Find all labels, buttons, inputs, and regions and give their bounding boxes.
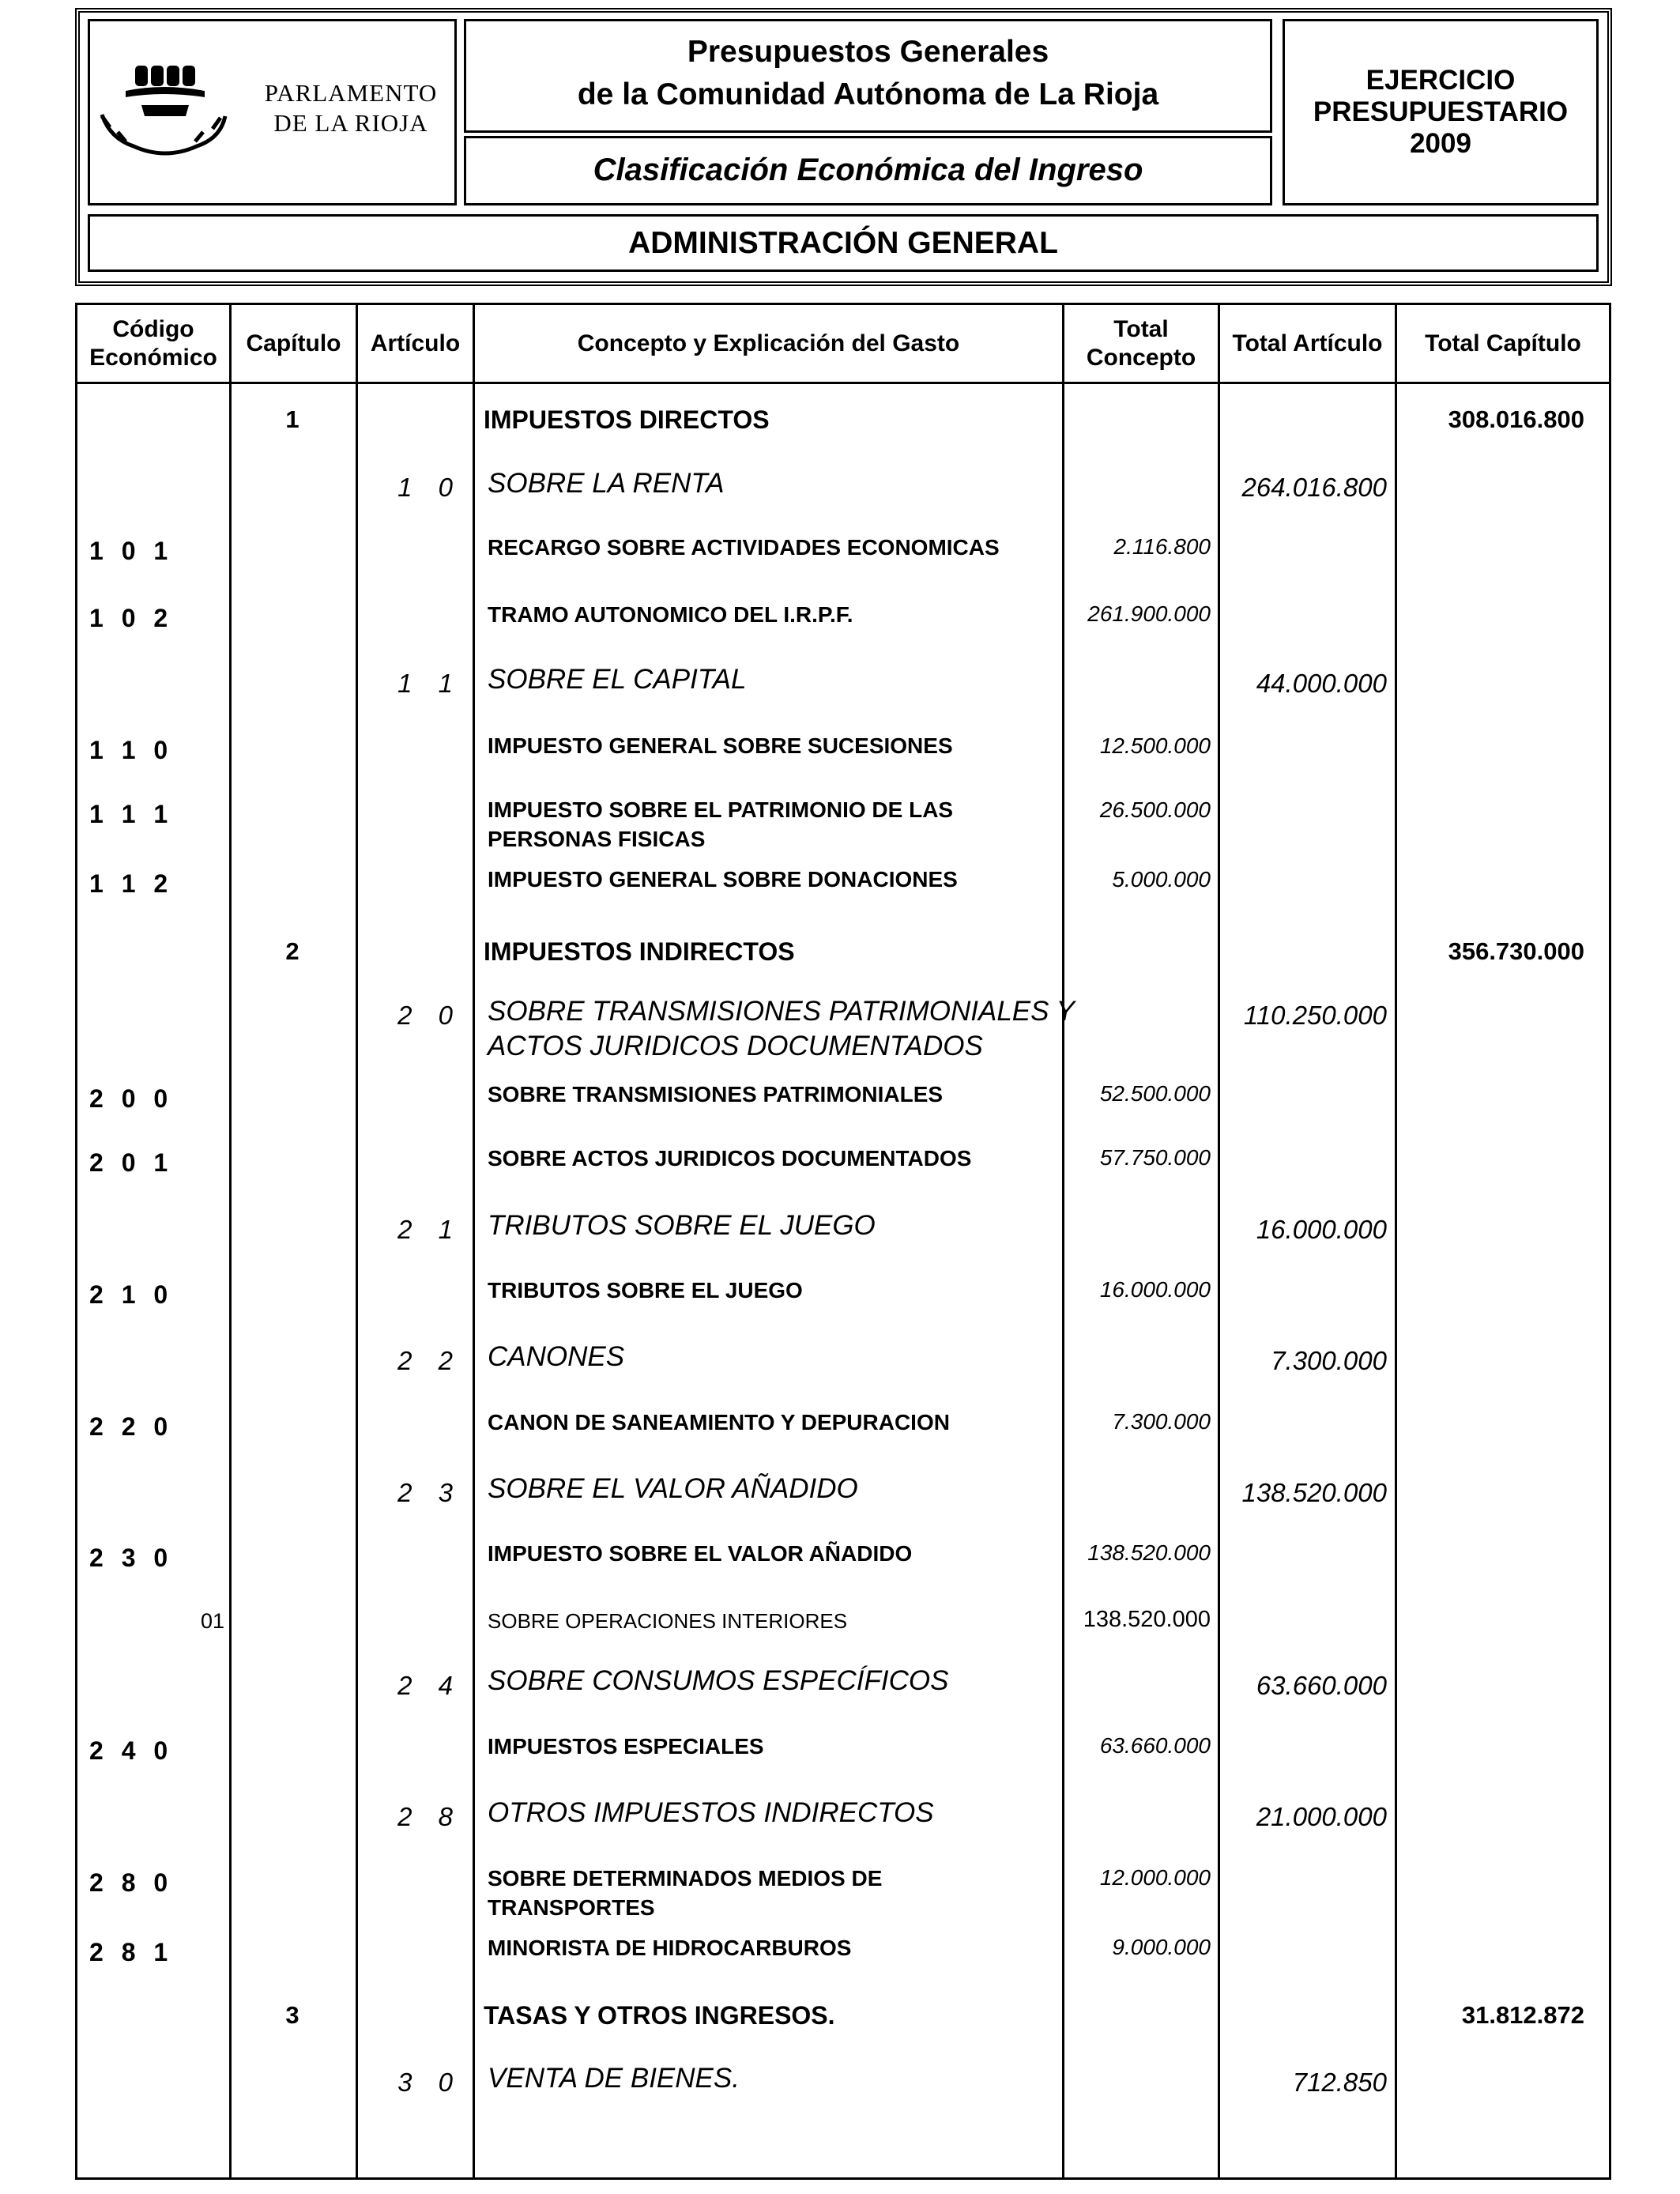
article-number: 2 1 <box>397 1215 453 1244</box>
concept-total: 261.900.000 <box>1087 601 1211 626</box>
col-header-total-articulo: Total Artículo <box>1232 330 1383 356</box>
article-number: 2 3 <box>397 1478 453 1507</box>
concept-code: 1 1 1 <box>89 800 170 828</box>
article-total: 21.000.000 <box>1256 1802 1387 1831</box>
fiscal-line1: EJERCICIO <box>1365 65 1516 96</box>
title-box <box>464 19 1272 133</box>
concept-total: 63.660.000 <box>1099 1733 1211 1758</box>
concept-code: 1 0 2 <box>89 604 170 632</box>
concept-total: 16.000.000 <box>1099 1277 1211 1302</box>
chapter-number: 1 <box>285 405 299 433</box>
article-title: SOBRE EL VALOR AÑADIDO <box>488 1473 858 1504</box>
article-number: 2 8 <box>397 1802 453 1831</box>
article-total: 110.250.000 <box>1243 1001 1387 1030</box>
chapter-title: IMPUESTOS DIRECTOS <box>484 405 770 434</box>
article-title: SOBRE TRANSMISIONES PATRIMONIALES Y ACTOS JURIDICOS DOCUMENTADOS <box>488 996 1075 1061</box>
concept-code: 2 2 0 <box>89 1412 170 1441</box>
col-header-concepto: Concepto y Explicación del Gasto <box>577 330 960 356</box>
article-number: 2 4 <box>397 1671 453 1700</box>
concept-title: TRIBUTOS SOBRE EL JUEGO <box>488 1278 803 1302</box>
article-number: 2 0 <box>397 1001 453 1030</box>
chapter-total: 31.812.872 <box>1461 2001 1584 2029</box>
col-header-articulo: Artículo <box>370 330 461 356</box>
article-title: SOBRE LA RENTA <box>488 468 725 499</box>
article-number: 2 2 <box>397 1346 453 1375</box>
org-name-line2: DE LA RIOJA <box>273 109 428 137</box>
concept-code: 1 1 2 <box>89 869 170 898</box>
chapter-number: 2 <box>285 937 299 965</box>
chapter-title: IMPUESTOS INDIRECTOS <box>484 937 795 966</box>
article-total: 16.000.000 <box>1256 1215 1387 1244</box>
article-number: 1 0 <box>397 473 453 502</box>
article-title: SOBRE CONSUMOS ESPECÍFICOS <box>488 1665 949 1696</box>
concept-total: 57.750.000 <box>1099 1145 1211 1170</box>
concept-title: MINORISTA DE HIDROCARBUROS <box>488 1936 852 1960</box>
subconcept-code: 01 <box>201 1609 225 1633</box>
col-header-total-capitulo: Total Capítulo <box>1425 330 1581 356</box>
concept-title: IMPUESTOS ESPECIALES <box>488 1734 764 1759</box>
fiscal-year: 2009 <box>1410 128 1471 159</box>
concept-total: 12.500.000 <box>1099 733 1211 758</box>
col-header-capitulo: Capítulo <box>246 330 341 356</box>
subconcept-total: 138.520.000 <box>1083 1607 1211 1632</box>
col-divider <box>1062 303 1064 2180</box>
concept-total: 26.500.000 <box>1099 797 1211 822</box>
org-name-line1: PARLAMENTO <box>264 79 438 107</box>
concept-code: 2 8 1 <box>89 1938 170 1966</box>
concept-code: 2 4 0 <box>89 1736 170 1765</box>
title-line2: de la Comunidad Autónoma de La Rioja <box>577 77 1159 111</box>
col-header-total-concepto: Total Concepto <box>1086 315 1196 371</box>
concept-code: 1 1 0 <box>89 736 170 764</box>
article-title: TRIBUTOS SOBRE EL JUEGO <box>488 1210 876 1241</box>
concept-code: 2 0 1 <box>89 1148 170 1177</box>
subtitle-box <box>464 136 1272 205</box>
concept-title: SOBRE DETERMINADOS MEDIOS DE TRANSPORTES <box>488 1866 883 1920</box>
concept-code: 2 3 0 <box>89 1544 170 1572</box>
article-title: OTROS IMPUESTOS INDIRECTOS <box>488 1797 934 1828</box>
article-title: VENTA DE BIENES. <box>488 2063 740 2094</box>
col-divider <box>1395 303 1397 2180</box>
fiscal-year-box <box>1283 19 1599 205</box>
concept-code: 2 8 0 <box>89 1868 170 1897</box>
article-title: CANONES <box>488 1341 625 1372</box>
concept-code: 2 1 0 <box>89 1280 170 1309</box>
fiscal-line2: PRESUPUESTARIO <box>1313 96 1569 127</box>
parliament-logo-icon <box>94 59 228 162</box>
concept-total: 138.520.000 <box>1087 1540 1211 1565</box>
article-number: 1 1 <box>397 669 453 698</box>
concept-title: SOBRE TRANSMISIONES PATRIMONIALES <box>488 1082 944 1106</box>
concept-total: 5.000.000 <box>1112 867 1211 892</box>
concept-code: 2 0 0 <box>89 1084 170 1113</box>
concept-title: IMPUESTO SOBRE EL VALOR AÑADIDO <box>488 1541 913 1566</box>
concept-total: 52.500.000 <box>1099 1081 1211 1106</box>
article-total: 7.300.000 <box>1271 1346 1387 1375</box>
section-box <box>88 214 1599 272</box>
article-title: SOBRE EL CAPITAL <box>488 664 747 695</box>
article-total: 264.016.800 <box>1241 473 1387 502</box>
title-line1: Presupuestos Generales <box>687 35 1049 69</box>
subconcept-title: SOBRE OPERACIONES INTERIORES <box>488 1609 848 1633</box>
concept-total: 7.300.000 <box>1112 1409 1211 1434</box>
chapter-number: 3 <box>285 2001 299 2029</box>
article-total: 44.000.000 <box>1256 669 1387 698</box>
concept-code: 1 0 1 <box>89 537 170 565</box>
chapter-title: TASAS Y OTROS INGRESOS. <box>484 2001 835 2030</box>
logo-box <box>88 19 457 205</box>
section-title: ADMINISTRACIÓN GENERAL <box>628 226 1058 260</box>
concept-title: CANON DE SANEAMIENTO Y DEPURACION <box>488 1410 950 1434</box>
article-number: 3 0 <box>397 2068 453 2097</box>
header-divider <box>75 382 1611 384</box>
chapter-total: 308.016.800 <box>1448 405 1584 433</box>
concept-total: 12.000.000 <box>1099 1865 1211 1890</box>
article-total: 63.660.000 <box>1256 1671 1387 1700</box>
concept-title: RECARGO SOBRE ACTIVIDADES ECONOMICAS <box>488 535 1000 560</box>
concept-title: IMPUESTO GENERAL SOBRE SUCESIONES <box>488 733 953 758</box>
concept-title: TRAMO AUTONOMICO DEL I.R.P.F. <box>488 602 853 627</box>
col-header-codigo: Código Económico <box>89 315 217 371</box>
concept-total: 2.116.800 <box>1113 534 1211 559</box>
col-divider <box>473 303 475 2180</box>
article-total: 138.520.000 <box>1241 1478 1387 1507</box>
chapter-total: 356.730.000 <box>1448 937 1584 965</box>
subtitle: Clasificación Económica del Ingreso <box>593 153 1143 187</box>
concept-total: 9.000.000 <box>1112 1935 1211 1959</box>
concept-title: IMPUESTO SOBRE EL PATRIMONIO DE LAS PERSONAS FISICAS <box>488 797 954 851</box>
concept-title: IMPUESTO GENERAL SOBRE DONACIONES <box>488 867 958 892</box>
article-total: 712.850 <box>1292 2068 1387 2097</box>
col-divider <box>229 303 232 2180</box>
concept-title: SOBRE ACTOS JURIDICOS DOCUMENTADOS <box>488 1146 972 1171</box>
